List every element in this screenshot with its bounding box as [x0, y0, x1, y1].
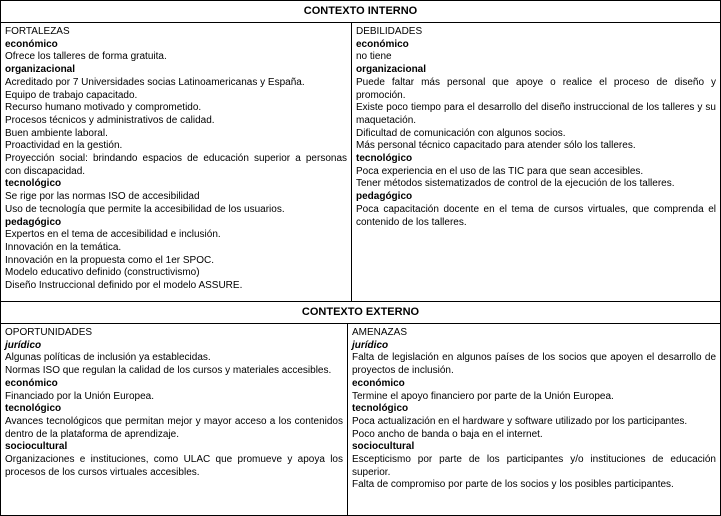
debilidades-tecnologico-item: Poca experiencia en el uso de las TIC para que sean accesibles. [356, 165, 644, 177]
amenazas-tecnologico-item: Poco ancho de banda o baja en el internet. [352, 428, 543, 440]
oportunidades-economico-heading: económico [5, 377, 58, 389]
fortalezas-title: FORTALEZAS [5, 26, 70, 37]
fortalezas-pedagogico-item: Diseño Instruccional definido por el modelo ASSURE. [5, 280, 243, 292]
contexto-interno-header: CONTEXTO INTERNO [1, 1, 720, 23]
debilidades-pedagogico-item: Poca capacitación docente en el tema de cursos virtuales, que comprenda el contenido de los talleres. [356, 203, 716, 228]
oportunidades-cell [1, 324, 347, 515]
fortalezas-economico-heading: económico [5, 38, 58, 50]
amenazas-economico-heading: económico [352, 377, 405, 389]
fortalezas-tecnologico-item: Uso de tecnología que permite la accesibilidad de los usuarios. [5, 203, 285, 215]
debilidades-organizacional-heading: organizacional [356, 64, 427, 76]
oportunidades-title: OPORTUNIDADES [5, 327, 93, 338]
debilidades-tecnologico-item: Tener métodos sistematizados de control de la ejecución de los talleres. [356, 178, 675, 190]
amenazas-tecnologico-item: Poca actualización en el hardware y software utilizado por los participantes. [352, 415, 688, 427]
fortalezas-pedagogico-item: Innovación en la temática. [5, 241, 122, 253]
debilidades-pedagogico-heading: pedagógico [356, 191, 413, 203]
amenazas-juridico-item: Falta de legislación en algunos países de los socios que apoyen el desarrollo de proyectos de inclusión. [352, 352, 716, 377]
fortalezas-organizacional-item: Proactividad en la gestión. [5, 140, 123, 152]
fortalezas-pedagogico-heading: pedagógico [5, 216, 62, 228]
oportunidades-juridico-heading: jurídico [5, 339, 42, 351]
amenazas-title: AMENAZAS [352, 327, 408, 338]
debilidades-cell [352, 23, 720, 301]
fortalezas-pedagogico-item: Innovación en la propuesta como el 1er SPOC. [5, 254, 215, 266]
fortalezas-organizacional-item: Procesos técnicos y administrativos de calidad. [5, 114, 215, 126]
amenazas-sociocultural-item: Falta de compromiso por parte de los socios y los posibles participantes. [352, 479, 674, 491]
debilidades-organizacional-item: Existe poco tiempo para el desarrollo del diseño instruccional de los talleres y su maquetación. [356, 102, 716, 126]
contexto-externo-header: CONTEXTO EXTERNO [1, 302, 720, 324]
fortalezas-economico-item: Ofrece los talleres de forma gratuita. [5, 51, 167, 63]
fortalezas-pedagogico-item: Modelo educativo definido (constructivismo) [5, 267, 200, 279]
fortalezas-tecnologico-heading: tecnológico [5, 178, 62, 190]
fortalezas-organizacional-item: Proyección social: brindando espacios de educación superior a personas con discapacidad. [5, 153, 347, 177]
amenazas-tecnologico-heading: tecnológico [352, 403, 409, 415]
fortalezas-organizacional-item: Acreditado por 7 Universidades socias Latinoamericanas y España. [5, 76, 305, 88]
fortalezas-organizacional-item: Equipo de trabajo capacitado. [5, 89, 138, 101]
amenazas-sociocultural-item: Escepticismo por parte de los participantes y/o instituciones de educación superior. [352, 454, 716, 478]
debilidades-tecnologico-heading: tecnológico [356, 153, 413, 165]
amenazas-sociocultural-heading: sociocultural [352, 441, 415, 453]
oportunidades-sociocultural-heading: sociocultural [5, 441, 68, 453]
fortalezas-organizacional-item: Buen ambiente laboral. [5, 127, 108, 139]
fortalezas-cell [1, 23, 351, 301]
debilidades-title: DEBILIDADES [356, 26, 423, 37]
oportunidades-economico-item: Financiado por la Unión Europea. [5, 390, 154, 402]
oportunidades-sociocultural-item: Organizaciones e instituciones, como ULAC que promueve y apoya los procesos de los cursos virtuales accesibles. [5, 454, 343, 478]
debilidades-organizacional-item: Puede faltar más personal que apoye o realice el proceso de diseño y promoción. [356, 76, 716, 101]
amenazas-cell [348, 324, 720, 515]
oportunidades-juridico-item: Normas ISO que regulan la calidad de los cursos y materiales accesibles. [5, 365, 332, 377]
oportunidades-tecnologico-heading: tecnológico [5, 403, 62, 415]
debilidades-economico-heading: económico [356, 38, 409, 50]
debilidades-organizacional-item: Dificultad de comunicación con algunos socios. [356, 127, 566, 139]
amenazas-economico-item: Termine el apoyo financiero por parte de la Unión Europea. [352, 390, 614, 402]
fortalezas-organizacional-item: Recurso humano motivado y comprometido. [5, 102, 202, 114]
debilidades-organizacional-item: Más personal técnico capacitado para atender sólo los talleres. [356, 140, 636, 152]
oportunidades-juridico-item: Algunas políticas de inclusión ya establecidas. [5, 352, 211, 364]
fortalezas-pedagogico-item: Expertos en el tema de accesibilidad e inclusión. [5, 229, 221, 241]
oportunidades-tecnologico-item: Avances tecnológicos que permitan mejor y mayor acceso a los contenidos dentro de la plataforma de aprendizaje. [5, 415, 343, 440]
fortalezas-tecnologico-item: Se rige por las normas ISO de accesibilidad [5, 191, 200, 203]
debilidades-economico-item: no tiene [356, 51, 392, 63]
fortalezas-organizacional-heading: organizacional [5, 64, 76, 76]
amenazas-juridico-heading: jurídico [352, 339, 389, 351]
